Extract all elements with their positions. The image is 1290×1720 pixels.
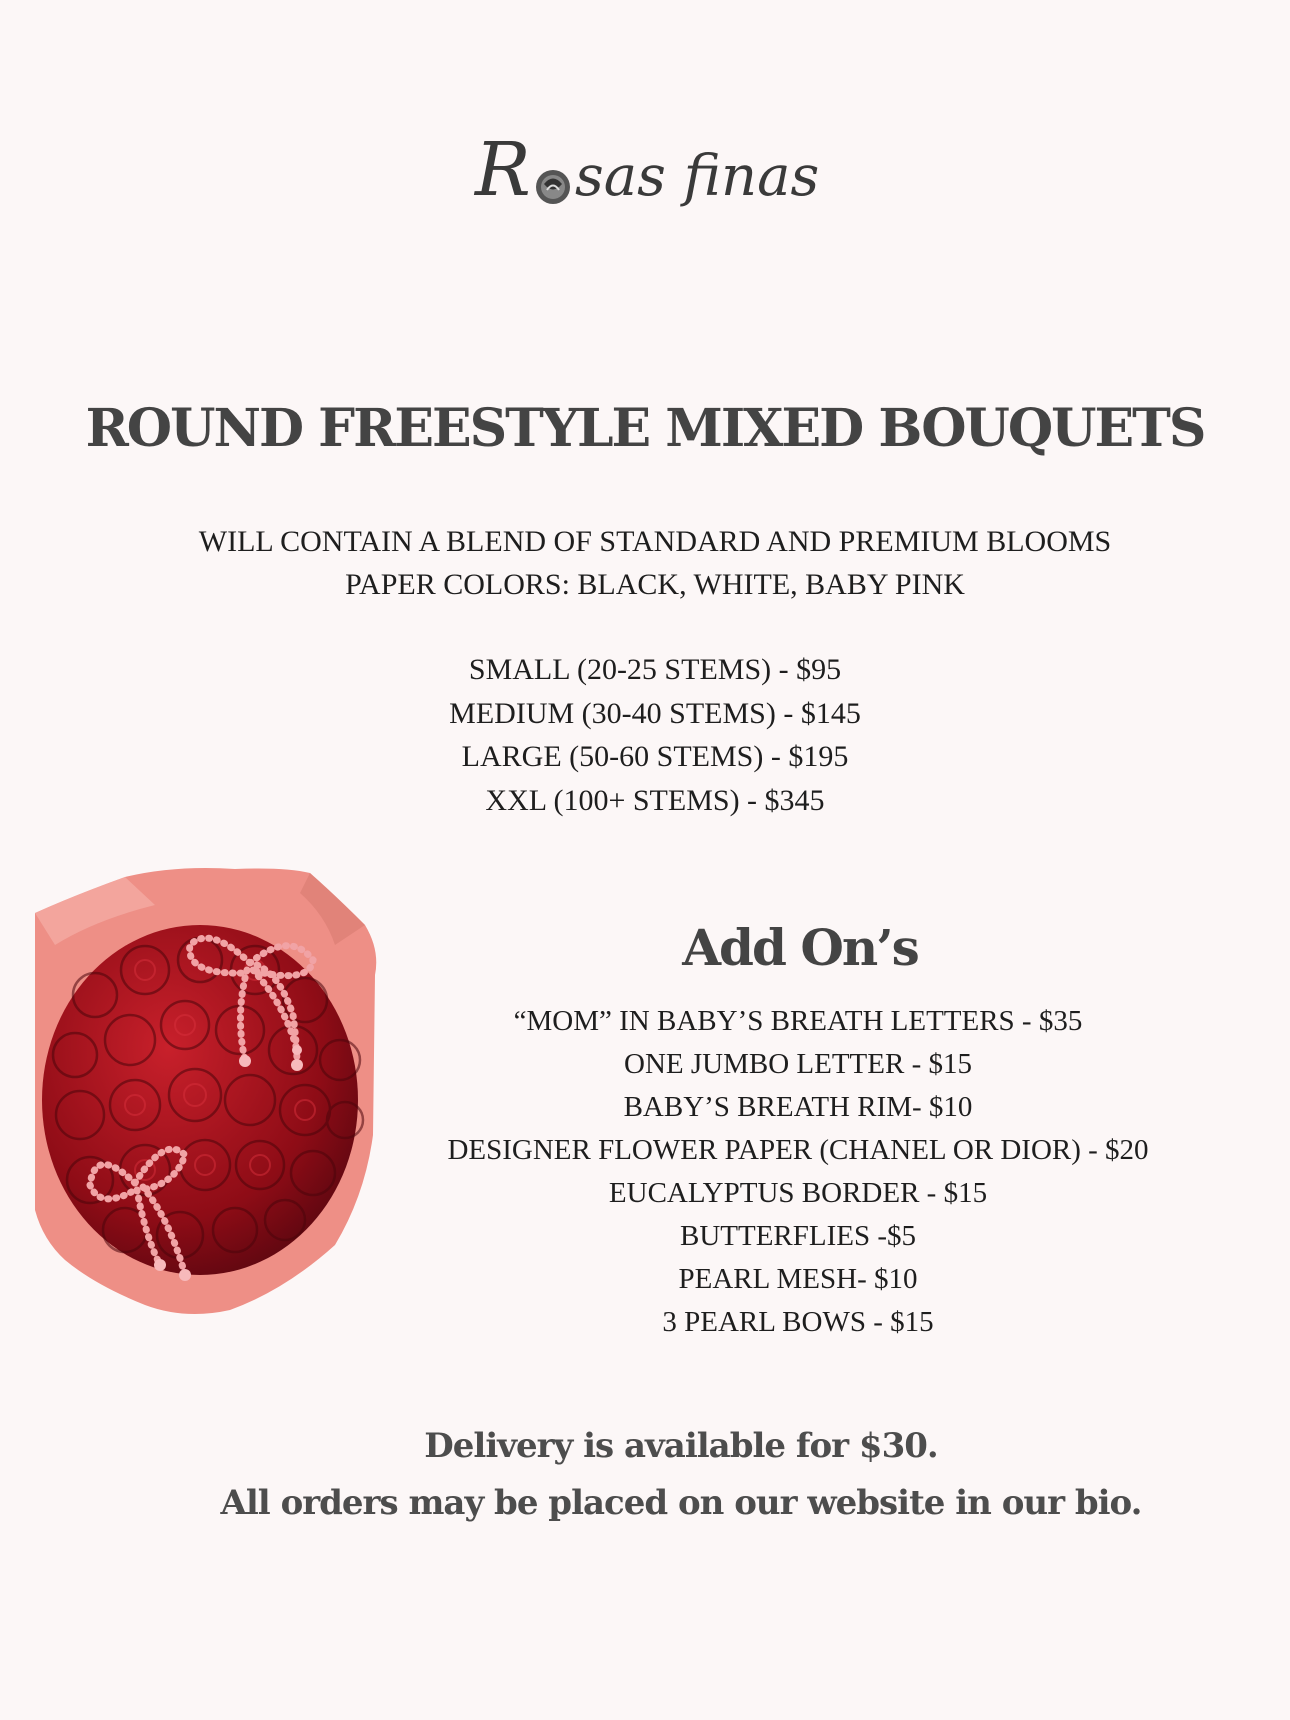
size-price-list bbox=[0, 648, 1290, 822]
bouquet-photo bbox=[35, 865, 405, 1325]
size-item: MEDIUM (30-40 STEMS) - $145 bbox=[449, 696, 861, 730]
logo-rest-text: sas finas bbox=[575, 144, 820, 209]
bouquet-description bbox=[0, 520, 1290, 606]
blend-note: WILL CONTAIN A BLEND OF STANDARD AND PREMIUM BLOOMS bbox=[198, 525, 1112, 558]
addons-heading: Add On’s bbox=[682, 918, 918, 977]
size-item: XXL (100+ STEMS) - $345 bbox=[485, 783, 825, 817]
brand-logo bbox=[0, 95, 1290, 245]
addons-list bbox=[413, 1000, 1183, 1344]
addon-item: PEARL MESH- $10 bbox=[678, 1263, 918, 1295]
addon-item: ONE JUMBO LETTER - $15 bbox=[624, 1048, 972, 1080]
logo-letter-r: R bbox=[475, 127, 531, 213]
addon-item: 3 PEARL BOWS - $15 bbox=[662, 1306, 934, 1338]
size-item: SMALL (20-25 STEMS) - $95 bbox=[468, 653, 842, 686]
size-item: LARGE (50-60 STEMS) - $195 bbox=[461, 740, 849, 773]
addon-item: DESIGNER FLOWER PAPER (CHANEL OR DIOR) - $20 bbox=[447, 1134, 1149, 1166]
page-title: ROUND FREESTYLE MIXED BOUQUETS bbox=[85, 398, 1205, 459]
delivery-note: Delivery is available for $30. bbox=[424, 1426, 938, 1466]
order-note: All orders may be placed on our website in our bio. bbox=[220, 1483, 1142, 1523]
paper-colors-note: PAPER COLORS: BLACK, WHITE, BABY PINK bbox=[345, 568, 965, 601]
addon-item: BUTTERFLIES -$5 bbox=[679, 1220, 917, 1252]
footer-note bbox=[0, 1418, 1290, 1532]
rose-icon bbox=[536, 170, 570, 204]
addon-item: BABY’S BREATH RIM- $10 bbox=[623, 1091, 973, 1123]
addon-item: “MOM” IN BABY’S BREATH LETTERS - $35 bbox=[513, 1005, 1083, 1037]
logo-wordmark bbox=[435, 95, 855, 245]
addon-item: EUCALYPTUS BORDER - $15 bbox=[608, 1177, 988, 1209]
